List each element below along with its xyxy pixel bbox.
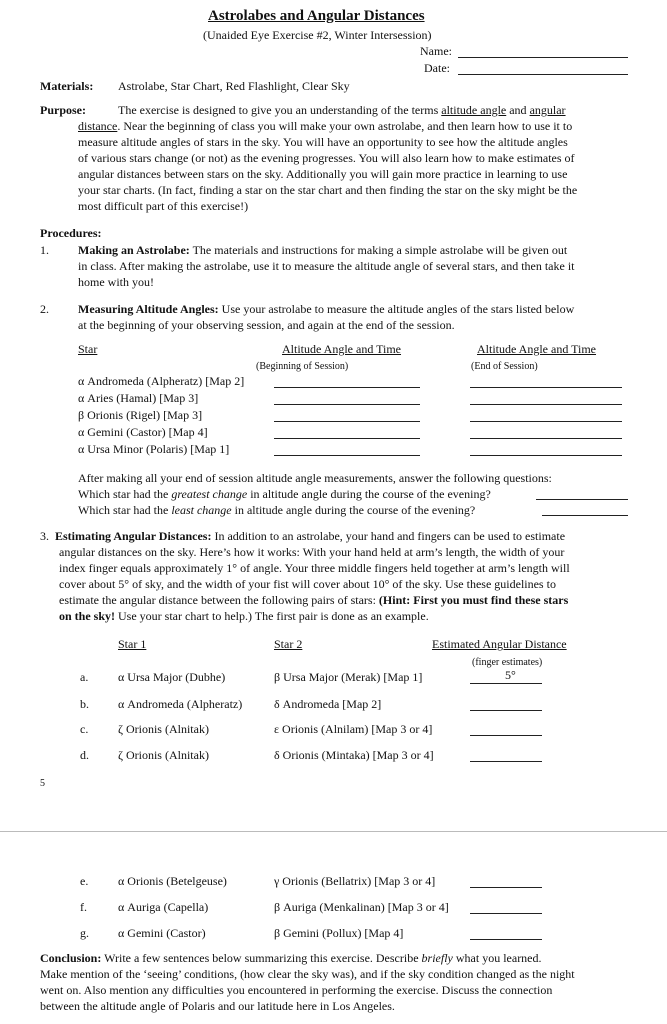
begin-angle-field-4[interactable] xyxy=(274,438,420,439)
procedure-3-line-2: angular distances on the sky. Here’s how it works: With your hand held at arm’s length, the width of your xyxy=(59,545,565,559)
procedure-3-line-6: on the sky! Use your star chart to help.) The first pair is done as an example. xyxy=(59,609,429,623)
procedure-3-line-4: cover about 5° of sky, and the width of your fist will cover about 10° of the sky. Use these guidelines to xyxy=(59,577,556,591)
end-angle-field-4[interactable] xyxy=(470,438,622,439)
materials-text: Astrolabe, Star Chart, Red Flashlight, Clear Sky xyxy=(118,79,350,93)
pair-star1: α Ursa Major (Dubhe) xyxy=(118,670,226,684)
conclusion-line-4: between the altitude angle of Polaris and our latitude here in Los Angeles. xyxy=(40,999,395,1013)
purpose-line-4: of various stars change (or not) as the evening progresses. You will also learn how to make estimates of xyxy=(78,151,575,165)
purpose-line-6: your star charts. (In fact, finding a star on the star chart and then finding the star on the sky might be the xyxy=(78,183,578,197)
page-break-divider xyxy=(0,831,667,832)
procedure-1-number: 1. xyxy=(40,243,49,257)
purpose-label: Purpose: xyxy=(40,103,86,117)
pair-letter: e. xyxy=(80,874,89,888)
name-label: Name: xyxy=(420,44,452,58)
column-subheader-end: (End of Session) xyxy=(471,361,538,372)
pair-star2: δ Orionis (Mintaka) [Map 3 or 4] xyxy=(274,748,434,762)
purpose-line-3: measure altitude angles of stars in the sky. You will have an opportunity to see how the altitude angles xyxy=(78,135,568,149)
end-angle-field-3[interactable] xyxy=(470,421,622,422)
materials-label: Materials: xyxy=(40,79,94,93)
procedure-1-line-3: home with you! xyxy=(78,275,154,289)
pair-star2: β Gemini (Pollux) [Map 4] xyxy=(274,926,404,940)
pair-star2: β Ursa Major (Merak) [Map 1] xyxy=(274,670,423,684)
pair-star1: α Gemini (Castor) xyxy=(118,926,206,940)
procedure-2-number: 2. xyxy=(40,302,49,316)
procedure-1-line-2: in class. After making the astrolabe, use it to measure the altitude angle of several stars, and then take it xyxy=(78,259,575,273)
page-subtitle: (Unaided Eye Exercise #2, Winter Intersession) xyxy=(203,28,432,42)
page-number: 5 xyxy=(40,778,45,789)
estimate-field-g[interactable] xyxy=(470,939,542,940)
star-row-5: α Ursa Minor (Polaris) [Map 1] xyxy=(78,442,230,456)
purpose-line-5: angular distances between stars on the sky. Additionally you will gain more practice in learning to use xyxy=(78,167,568,181)
pair-letter: g. xyxy=(80,926,89,940)
begin-angle-field-3[interactable] xyxy=(274,421,420,422)
star-row-1: α Andromeda (Alpheratz) [Map 2] xyxy=(78,374,245,388)
end-angle-field-2[interactable] xyxy=(470,404,622,405)
pair-star2: δ Andromeda [Map 2] xyxy=(274,697,382,711)
procedure-3-line-1: 3. Estimating Angular Distances: In addition to an astrolabe, your hand and fingers can be used to estimate xyxy=(40,529,566,543)
star-row-4: α Gemini (Castor) [Map 4] xyxy=(78,425,208,439)
procedure-3-line-5: estimate the angular distance between the following pairs of stars: (Hint: First you must find these stars xyxy=(59,593,569,607)
pair-letter: b. xyxy=(80,697,89,711)
purpose-line-7: most difficult part of this exercise!) xyxy=(78,199,249,213)
after-measurements-text: After making all your end of session altitude angle measurements, answer the following questions: xyxy=(78,471,552,485)
pair-star2: γ Orionis (Bellatrix) [Map 3 or 4] xyxy=(274,874,436,888)
example-estimate-value: 5° xyxy=(505,668,516,682)
pair-star1: α Orionis (Betelgeuse) xyxy=(118,874,227,888)
question-greatest-change: Which star had the greatest change in altitude angle during the course of the evening? xyxy=(78,487,491,501)
column-subheader-estimate: (finger estimates) xyxy=(472,657,543,668)
page-title: Astrolabes and Angular Distances xyxy=(208,8,425,24)
purpose-line-2: distance. Near the beginning of class you will make your own astrolabe, and then learn how to use it to xyxy=(78,119,573,133)
estimate-field-f[interactable] xyxy=(470,913,542,914)
conclusion-line-3: went on. Also mention any difficulties you encountered in performing the exercise. Discuss the connection xyxy=(40,983,553,997)
name-field[interactable] xyxy=(458,57,628,58)
purpose-line-1: The exercise is designed to give you an understanding of the terms altitude angle and angular xyxy=(118,103,566,117)
begin-angle-field-1[interactable] xyxy=(274,387,420,388)
greatest-change-field[interactable] xyxy=(536,499,628,500)
column-header-star: Star xyxy=(78,342,98,356)
pair-star2: ε Orionis (Alnilam) [Map 3 or 4] xyxy=(274,722,433,736)
pair-star1: ζ Orionis (Alnitak) xyxy=(118,748,209,762)
column-header-end: Altitude Angle and Time xyxy=(477,342,597,356)
begin-angle-field-5[interactable] xyxy=(274,455,420,456)
end-angle-field-1[interactable] xyxy=(470,387,622,388)
question-least-change: Which star had the least change in altitude angle during the course of the evening? xyxy=(78,503,476,517)
column-header-star2: Star 2 xyxy=(274,637,303,651)
procedure-2-line-2: at the beginning of your observing session, and again at the end of the session. xyxy=(78,318,455,332)
pair-star1: α Andromeda (Alpheratz) xyxy=(118,697,243,711)
pair-star2: β Auriga (Menkalinan) [Map 3 or 4] xyxy=(274,900,449,914)
pair-star1: α Auriga (Capella) xyxy=(118,900,209,914)
procedure-2-line-1: Measuring Altitude Angles: Use your astrolabe to measure the altitude angles of the stars listed below xyxy=(78,302,575,316)
column-header-estimate: Estimated Angular Distance xyxy=(432,637,567,651)
pair-star1: ζ Orionis (Alnitak) xyxy=(118,722,209,736)
pair-letter: d. xyxy=(80,748,89,762)
end-angle-field-5[interactable] xyxy=(470,455,622,456)
procedure-1-line-1: Making an Astrolabe: The materials and instructions for making a simple astrolabe will be given out xyxy=(78,243,568,257)
conclusion-line-1: Conclusion: Write a few sentences below summarizing this exercise. Describe briefly what you learned. xyxy=(40,951,542,965)
estimate-field-a[interactable] xyxy=(470,683,542,684)
pair-letter: c. xyxy=(80,722,89,736)
begin-angle-field-2[interactable] xyxy=(274,404,420,405)
least-change-field[interactable] xyxy=(542,515,628,516)
star-row-2: α Aries (Hamal) [Map 3] xyxy=(78,391,199,405)
estimate-field-b[interactable] xyxy=(470,710,542,711)
column-header-begin: Altitude Angle and Time xyxy=(282,342,402,356)
column-subheader-begin: (Beginning of Session) xyxy=(256,361,349,372)
estimate-field-c[interactable] xyxy=(470,735,542,736)
star-row-3: β Orionis (Rigel) [Map 3] xyxy=(78,408,203,422)
procedure-3-line-3: index finger equals approximately 1° of angle. Your three middle fingers held together at arm’s length will xyxy=(59,561,570,575)
date-label: Date: xyxy=(424,61,450,75)
column-header-star1: Star 1 xyxy=(118,637,147,651)
pair-letter: a. xyxy=(80,670,89,684)
conclusion-line-2: Make mention of the ‘seeing’ conditions, (how clear the sky was), and if the sky condition changed as the night xyxy=(40,967,575,981)
estimate-field-d[interactable] xyxy=(470,761,542,762)
estimate-field-e[interactable] xyxy=(470,887,542,888)
procedures-label: Procedures: xyxy=(40,226,102,240)
date-field[interactable] xyxy=(458,74,628,75)
pair-letter: f. xyxy=(80,900,87,914)
